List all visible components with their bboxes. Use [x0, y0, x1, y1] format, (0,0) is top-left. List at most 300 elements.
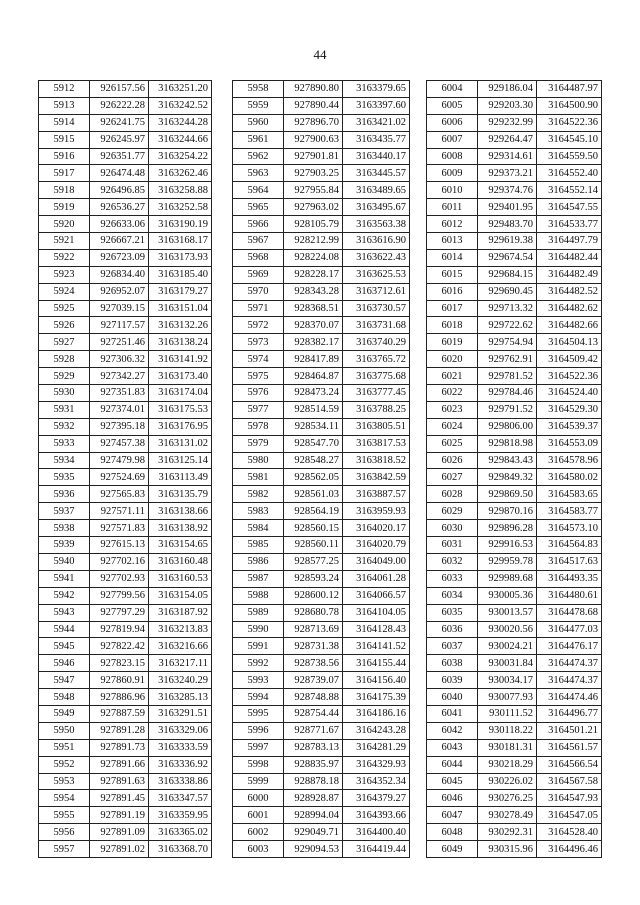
y-coordinate-cell: 3163138.66 — [149, 503, 212, 520]
table-row — [39, 148, 212, 165]
y-coordinate-cell: 3164480.61 — [537, 587, 602, 604]
y-coordinate-cell: 3163176.95 — [149, 418, 212, 435]
x-coordinate-cell: 930034.17 — [478, 672, 537, 689]
point-number-cell: 5970 — [233, 283, 284, 300]
x-coordinate-cell: 929818.98 — [478, 435, 537, 452]
y-coordinate-cell: 3164379.27 — [343, 790, 410, 807]
table-row — [233, 756, 410, 773]
table-row — [39, 570, 212, 587]
y-coordinate-cell: 3164393.66 — [343, 807, 410, 824]
point-number-cell: 5935 — [39, 469, 90, 486]
x-coordinate-cell: 927306.32 — [90, 351, 149, 368]
y-coordinate-cell: 3163563.38 — [343, 216, 410, 233]
point-number-cell: 6046 — [427, 790, 478, 807]
point-number-cell: 5948 — [39, 689, 90, 706]
x-coordinate-cell: 928212.99 — [284, 233, 343, 250]
x-coordinate-cell: 928473.24 — [284, 385, 343, 402]
table-row — [427, 756, 602, 773]
x-coordinate-cell: 928994.04 — [284, 807, 343, 824]
y-coordinate-cell: 3163138.92 — [149, 520, 212, 537]
point-number-cell: 6012 — [427, 216, 478, 233]
table-row — [39, 672, 212, 689]
table-row — [427, 199, 602, 216]
x-coordinate-cell: 928783.13 — [284, 739, 343, 756]
y-coordinate-cell: 3164501.21 — [537, 722, 602, 739]
table-row — [427, 587, 602, 604]
point-number-cell: 6039 — [427, 672, 478, 689]
table-row — [39, 199, 212, 216]
point-number-cell: 6007 — [427, 131, 478, 148]
table-row — [233, 165, 410, 182]
x-coordinate-cell: 927039.15 — [90, 300, 149, 317]
point-number-cell: 6035 — [427, 604, 478, 621]
x-coordinate-cell: 928560.15 — [284, 520, 343, 537]
x-coordinate-cell: 929713.32 — [478, 300, 537, 317]
x-coordinate-cell: 929690.45 — [478, 283, 537, 300]
table-row — [427, 114, 602, 131]
x-coordinate-cell: 927886.96 — [90, 689, 149, 706]
y-coordinate-cell: 3163842.59 — [343, 469, 410, 486]
x-coordinate-cell: 928370.07 — [284, 317, 343, 334]
point-number-cell: 6032 — [427, 553, 478, 570]
point-number-cell: 5929 — [39, 368, 90, 385]
x-coordinate-cell: 928754.44 — [284, 705, 343, 722]
point-number-cell: 5986 — [233, 553, 284, 570]
x-coordinate-cell: 928560.11 — [284, 537, 343, 554]
x-coordinate-cell: 927955.84 — [284, 182, 343, 199]
x-coordinate-cell: 926222.28 — [90, 97, 149, 114]
y-coordinate-cell: 3164583.77 — [537, 503, 602, 520]
x-coordinate-cell: 929849.32 — [478, 469, 537, 486]
point-number-cell: 5992 — [233, 655, 284, 672]
point-number-cell: 6045 — [427, 773, 478, 790]
point-number-cell: 6034 — [427, 587, 478, 604]
y-coordinate-cell: 3163141.92 — [149, 351, 212, 368]
table-row — [427, 689, 602, 706]
x-coordinate-cell: 927890.80 — [284, 81, 343, 98]
x-coordinate-cell: 927891.66 — [90, 756, 149, 773]
point-number-cell: 5997 — [233, 739, 284, 756]
point-number-cell: 6026 — [427, 452, 478, 469]
y-coordinate-cell: 3163244.66 — [149, 131, 212, 148]
y-coordinate-cell: 3163731.68 — [343, 317, 410, 334]
y-coordinate-cell: 3163777.45 — [343, 385, 410, 402]
x-coordinate-cell: 927891.28 — [90, 722, 149, 739]
x-coordinate-cell: 930077.93 — [478, 689, 537, 706]
y-coordinate-cell: 3163135.79 — [149, 486, 212, 503]
table-row — [39, 773, 212, 790]
point-number-cell: 5984 — [233, 520, 284, 537]
x-coordinate-cell: 927901.81 — [284, 148, 343, 165]
y-coordinate-cell: 3164155.44 — [343, 655, 410, 672]
x-coordinate-cell: 929186.04 — [478, 81, 537, 98]
table-row — [427, 739, 602, 756]
y-coordinate-cell: 3163775.68 — [343, 368, 410, 385]
y-coordinate-cell: 3163258.88 — [149, 182, 212, 199]
y-coordinate-cell: 3164528.40 — [537, 824, 602, 841]
y-coordinate-cell: 3164477.03 — [537, 621, 602, 638]
x-coordinate-cell: 928417.89 — [284, 351, 343, 368]
x-coordinate-cell: 927890.44 — [284, 97, 343, 114]
point-number-cell: 5930 — [39, 385, 90, 402]
point-number-cell: 5937 — [39, 503, 90, 520]
x-coordinate-cell: 928562.05 — [284, 469, 343, 486]
table-row — [427, 452, 602, 469]
point-number-cell: 6028 — [427, 486, 478, 503]
table-row — [427, 249, 602, 266]
point-number-cell: 6036 — [427, 621, 478, 638]
y-coordinate-cell: 3164529.30 — [537, 401, 602, 418]
table-row — [233, 131, 410, 148]
table-row — [233, 503, 410, 520]
table-row — [39, 604, 212, 621]
table-row — [233, 114, 410, 131]
x-coordinate-cell: 930005.36 — [478, 587, 537, 604]
point-number-cell: 5915 — [39, 131, 90, 148]
point-number-cell: 5947 — [39, 672, 90, 689]
y-coordinate-cell: 3164482.52 — [537, 283, 602, 300]
table-row — [427, 638, 602, 655]
point-number-cell: 5987 — [233, 570, 284, 587]
y-coordinate-cell: 3163262.46 — [149, 165, 212, 182]
table-row — [427, 503, 602, 520]
x-coordinate-cell: 926952.07 — [90, 283, 149, 300]
y-coordinate-cell: 3163190.19 — [149, 216, 212, 233]
point-number-cell: 5959 — [233, 97, 284, 114]
point-number-cell: 5962 — [233, 148, 284, 165]
y-coordinate-cell: 3164552.40 — [537, 165, 602, 182]
y-coordinate-cell: 3163185.40 — [149, 266, 212, 283]
y-coordinate-cell: 3163622.43 — [343, 249, 410, 266]
y-coordinate-cell: 3163818.52 — [343, 452, 410, 469]
point-number-cell: 5936 — [39, 486, 90, 503]
y-coordinate-cell: 3163338.86 — [149, 773, 212, 790]
point-number-cell: 6025 — [427, 435, 478, 452]
x-coordinate-cell: 930024.21 — [478, 638, 537, 655]
point-number-cell: 6031 — [427, 537, 478, 554]
point-number-cell: 6000 — [233, 790, 284, 807]
x-coordinate-cell: 929483.70 — [478, 216, 537, 233]
y-coordinate-cell: 3163397.60 — [343, 97, 410, 114]
table-row — [39, 722, 212, 739]
y-coordinate-cell: 3163421.02 — [343, 114, 410, 131]
y-coordinate-cell: 3164482.66 — [537, 317, 602, 334]
point-number-cell: 6042 — [427, 722, 478, 739]
table-row — [39, 97, 212, 114]
x-coordinate-cell: 928368.51 — [284, 300, 343, 317]
point-number-cell: 5975 — [233, 368, 284, 385]
x-coordinate-cell: 927891.73 — [90, 739, 149, 756]
table-row — [39, 807, 212, 824]
x-coordinate-cell: 929094.53 — [284, 841, 343, 858]
table-row — [427, 182, 602, 199]
x-coordinate-cell: 927479.98 — [90, 452, 149, 469]
y-coordinate-cell: 3164524.40 — [537, 385, 602, 402]
table-row — [427, 148, 602, 165]
x-coordinate-cell: 926474.48 — [90, 165, 149, 182]
x-coordinate-cell: 929619.38 — [478, 233, 537, 250]
table-row — [233, 537, 410, 554]
y-coordinate-cell: 3163887.57 — [343, 486, 410, 503]
point-number-cell: 5914 — [39, 114, 90, 131]
x-coordinate-cell: 929989.68 — [478, 570, 537, 587]
y-coordinate-cell: 3163216.66 — [149, 638, 212, 655]
table-row — [39, 165, 212, 182]
table-row — [233, 672, 410, 689]
x-coordinate-cell: 926245.97 — [90, 131, 149, 148]
point-number-cell: 5989 — [233, 604, 284, 621]
table-row — [233, 385, 410, 402]
table-row — [39, 655, 212, 672]
x-coordinate-cell: 926351.77 — [90, 148, 149, 165]
page-number: 44 — [313, 47, 327, 62]
y-coordinate-cell: 3164104.05 — [343, 604, 410, 621]
table-row — [39, 114, 212, 131]
x-coordinate-cell: 926633.06 — [90, 216, 149, 233]
y-coordinate-cell: 3164474.37 — [537, 655, 602, 672]
table-row — [427, 435, 602, 452]
x-coordinate-cell: 930013.57 — [478, 604, 537, 621]
point-number-cell: 6047 — [427, 807, 478, 824]
x-coordinate-cell: 928738.56 — [284, 655, 343, 672]
y-coordinate-cell: 3164419.44 — [343, 841, 410, 858]
table-row — [233, 638, 410, 655]
table-row — [39, 233, 212, 250]
point-number-cell: 5957 — [39, 841, 90, 858]
point-number-cell: 5925 — [39, 300, 90, 317]
point-number-cell: 6020 — [427, 351, 478, 368]
table-row — [233, 807, 410, 824]
table-row — [233, 266, 410, 283]
table-row — [39, 385, 212, 402]
table-row — [233, 824, 410, 841]
x-coordinate-cell: 928771.67 — [284, 722, 343, 739]
point-number-cell: 6044 — [427, 756, 478, 773]
table-row — [233, 334, 410, 351]
y-coordinate-cell: 3164329.93 — [343, 756, 410, 773]
point-number-cell: 5933 — [39, 435, 90, 452]
point-number-cell: 5967 — [233, 233, 284, 250]
table-row — [39, 638, 212, 655]
x-coordinate-cell: 929843.43 — [478, 452, 537, 469]
y-coordinate-cell: 3163788.25 — [343, 401, 410, 418]
y-coordinate-cell: 3164545.10 — [537, 131, 602, 148]
table-row — [233, 216, 410, 233]
x-coordinate-cell: 928564.19 — [284, 503, 343, 520]
table-row — [427, 385, 602, 402]
x-coordinate-cell: 927822.42 — [90, 638, 149, 655]
x-coordinate-cell: 928577.25 — [284, 553, 343, 570]
point-number-cell: 5919 — [39, 199, 90, 216]
x-coordinate-cell: 930118.22 — [478, 722, 537, 739]
point-number-cell: 6024 — [427, 418, 478, 435]
table-row — [233, 621, 410, 638]
y-coordinate-cell: 3163154.05 — [149, 587, 212, 604]
y-coordinate-cell: 3164553.09 — [537, 435, 602, 452]
point-number-cell: 5998 — [233, 756, 284, 773]
x-coordinate-cell: 927887.59 — [90, 705, 149, 722]
y-coordinate-cell: 3164496.77 — [537, 705, 602, 722]
point-number-cell: 5968 — [233, 249, 284, 266]
table-row — [39, 824, 212, 841]
table-row — [427, 351, 602, 368]
x-coordinate-cell: 927819.94 — [90, 621, 149, 638]
point-number-cell: 5949 — [39, 705, 90, 722]
x-coordinate-cell: 927117.57 — [90, 317, 149, 334]
point-number-cell: 5940 — [39, 553, 90, 570]
x-coordinate-cell: 929806.00 — [478, 418, 537, 435]
x-coordinate-cell: 929374.76 — [478, 182, 537, 199]
point-number-cell: 5994 — [233, 689, 284, 706]
x-coordinate-cell: 929314.61 — [478, 148, 537, 165]
x-coordinate-cell: 928600.12 — [284, 587, 343, 604]
table-row — [233, 689, 410, 706]
point-number-cell: 5918 — [39, 182, 90, 199]
point-number-cell: 5980 — [233, 452, 284, 469]
y-coordinate-cell: 3163805.51 — [343, 418, 410, 435]
point-number-cell: 5923 — [39, 266, 90, 283]
point-number-cell: 5913 — [39, 97, 90, 114]
x-coordinate-cell: 926241.75 — [90, 114, 149, 131]
point-number-cell: 5941 — [39, 570, 90, 587]
table-row — [233, 233, 410, 250]
point-number-cell: 5938 — [39, 520, 90, 537]
table-row — [233, 97, 410, 114]
x-coordinate-cell: 926834.40 — [90, 266, 149, 283]
table-row — [39, 266, 212, 283]
y-coordinate-cell: 3164578.96 — [537, 452, 602, 469]
x-coordinate-cell: 929401.95 — [478, 199, 537, 216]
point-number-cell: 6041 — [427, 705, 478, 722]
y-coordinate-cell: 3164564.83 — [537, 537, 602, 554]
y-coordinate-cell: 3164547.93 — [537, 790, 602, 807]
point-number-cell: 5978 — [233, 418, 284, 435]
y-coordinate-cell: 3164500.90 — [537, 97, 602, 114]
x-coordinate-cell: 928561.03 — [284, 486, 343, 503]
x-coordinate-cell: 928514.59 — [284, 401, 343, 418]
y-coordinate-cell: 3164573.10 — [537, 520, 602, 537]
x-coordinate-cell: 926723.09 — [90, 249, 149, 266]
x-coordinate-cell: 928382.17 — [284, 334, 343, 351]
table-row — [427, 773, 602, 790]
x-coordinate-cell: 927797.29 — [90, 604, 149, 621]
table-row — [233, 351, 410, 368]
y-coordinate-cell: 3164487.97 — [537, 81, 602, 98]
y-coordinate-cell: 3164474.46 — [537, 689, 602, 706]
y-coordinate-cell: 3164141.52 — [343, 638, 410, 655]
x-coordinate-cell: 930226.02 — [478, 773, 537, 790]
x-coordinate-cell: 929373.21 — [478, 165, 537, 182]
y-coordinate-cell: 3164522.36 — [537, 368, 602, 385]
y-coordinate-cell: 3164580.02 — [537, 469, 602, 486]
table-row — [233, 300, 410, 317]
y-coordinate-cell: 3163440.17 — [343, 148, 410, 165]
table-row — [427, 233, 602, 250]
y-coordinate-cell: 3163730.57 — [343, 300, 410, 317]
table-row — [39, 418, 212, 435]
point-number-cell: 6005 — [427, 97, 478, 114]
point-number-cell: 5921 — [39, 233, 90, 250]
x-coordinate-cell: 930031.84 — [478, 655, 537, 672]
table-row — [233, 570, 410, 587]
y-coordinate-cell: 3164561.57 — [537, 739, 602, 756]
x-coordinate-cell: 928680.78 — [284, 604, 343, 621]
table-row — [233, 587, 410, 604]
table-row — [233, 249, 410, 266]
x-coordinate-cell: 929869.50 — [478, 486, 537, 503]
point-number-cell: 5972 — [233, 317, 284, 334]
x-coordinate-cell: 927823.15 — [90, 655, 149, 672]
point-number-cell: 6033 — [427, 570, 478, 587]
point-number-cell: 5988 — [233, 587, 284, 604]
table-row — [233, 418, 410, 435]
table-row — [427, 81, 602, 98]
y-coordinate-cell: 3163160.48 — [149, 553, 212, 570]
table-row — [233, 317, 410, 334]
table-row — [39, 689, 212, 706]
y-coordinate-cell: 3163251.20 — [149, 81, 212, 98]
y-coordinate-cell: 3164049.00 — [343, 553, 410, 570]
table-row — [427, 604, 602, 621]
table-row — [39, 216, 212, 233]
table-row — [39, 351, 212, 368]
x-coordinate-cell: 929049.71 — [284, 824, 343, 841]
table-row — [233, 722, 410, 739]
x-coordinate-cell: 928748.88 — [284, 689, 343, 706]
x-coordinate-cell: 926157.56 — [90, 81, 149, 98]
y-coordinate-cell: 3163132.26 — [149, 317, 212, 334]
point-number-cell: 6029 — [427, 503, 478, 520]
coordinate-table-3 — [426, 80, 602, 858]
x-coordinate-cell: 927524.69 — [90, 469, 149, 486]
y-coordinate-cell: 3163740.29 — [343, 334, 410, 351]
y-coordinate-cell: 3163445.57 — [343, 165, 410, 182]
table-row — [233, 283, 410, 300]
table-row — [39, 249, 212, 266]
point-number-cell: 5983 — [233, 503, 284, 520]
point-number-cell: 5985 — [233, 537, 284, 554]
table-row — [39, 553, 212, 570]
x-coordinate-cell: 927251.46 — [90, 334, 149, 351]
x-coordinate-cell: 929870.16 — [478, 503, 537, 520]
x-coordinate-cell: 928534.11 — [284, 418, 343, 435]
point-number-cell: 5958 — [233, 81, 284, 98]
table-row — [427, 418, 602, 435]
x-coordinate-cell: 927891.63 — [90, 773, 149, 790]
point-number-cell: 5961 — [233, 131, 284, 148]
x-coordinate-cell: 928835.97 — [284, 756, 343, 773]
y-coordinate-cell: 3163179.27 — [149, 283, 212, 300]
x-coordinate-cell: 928224.08 — [284, 249, 343, 266]
y-coordinate-cell: 3163154.65 — [149, 537, 212, 554]
point-number-cell: 5981 — [233, 469, 284, 486]
y-coordinate-cell: 3164559.50 — [537, 148, 602, 165]
x-coordinate-cell: 929896.28 — [478, 520, 537, 537]
y-coordinate-cell: 3163333.59 — [149, 739, 212, 756]
x-coordinate-cell: 929791.52 — [478, 401, 537, 418]
table-row — [39, 520, 212, 537]
point-number-cell: 6022 — [427, 385, 478, 402]
point-number-cell: 5976 — [233, 385, 284, 402]
x-coordinate-cell: 929722.62 — [478, 317, 537, 334]
point-number-cell: 6018 — [427, 317, 478, 334]
y-coordinate-cell: 3163240.29 — [149, 672, 212, 689]
point-number-cell: 6004 — [427, 81, 478, 98]
y-coordinate-cell: 3164476.17 — [537, 638, 602, 655]
table-row — [427, 216, 602, 233]
point-number-cell: 6010 — [427, 182, 478, 199]
y-coordinate-cell: 3163168.17 — [149, 233, 212, 250]
